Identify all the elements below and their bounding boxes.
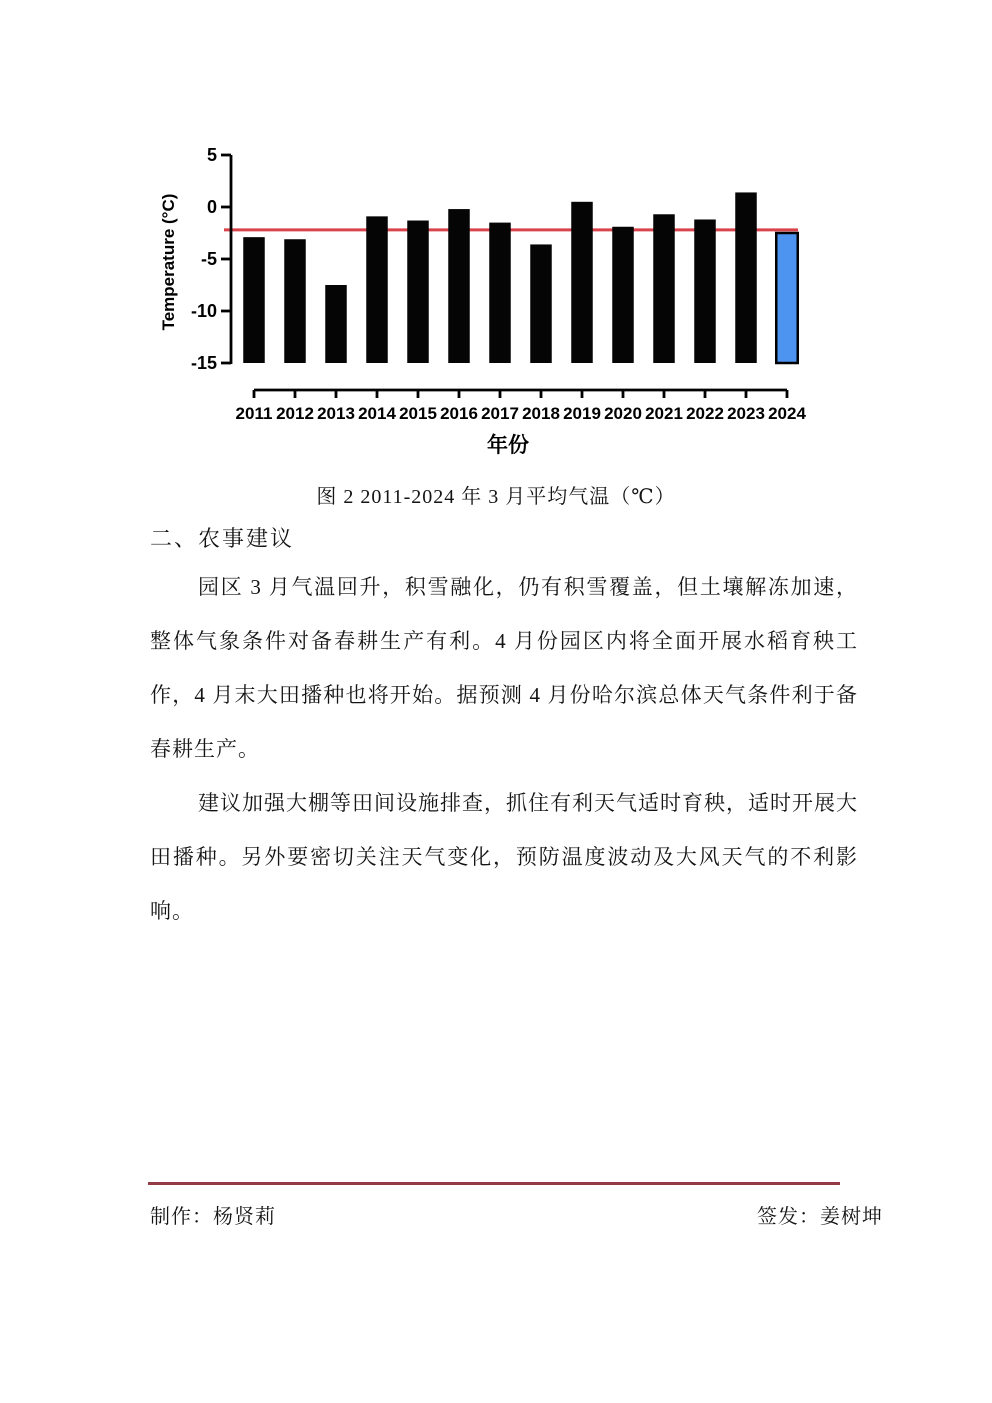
x-tick-label-2012: 2012 <box>276 404 314 423</box>
bar-2011 <box>243 237 265 363</box>
bar-2015 <box>407 221 429 363</box>
y-tick-label-0: 0 <box>206 197 217 217</box>
x-tick-label-2024: 2024 <box>768 404 806 423</box>
paragraph-advice-1: 园区 3 月气温回升，积雪融化，仍有积雪覆盖，但土壤解冻加速，整体气象条件对备春耕生产有利。4 月份园区内将全面开展水稻育秧工作，4 月末大田播种也将开始。据预测 4 月份哈尔滨总体天气条件利于备春耕生产。 <box>150 575 858 761</box>
y-tick-label--10: -10 <box>190 301 217 321</box>
y-axis-title: Temperature (°C) <box>159 193 178 331</box>
x-tick-label-2018: 2018 <box>522 404 560 423</box>
bar-2014 <box>366 216 388 363</box>
bar-2019 <box>571 202 593 363</box>
x-tick-label-2015: 2015 <box>399 404 437 423</box>
x-tick-label-2014: 2014 <box>358 404 396 423</box>
bar-2018 <box>530 244 552 363</box>
x-tick-label-2021: 2021 <box>645 404 683 423</box>
x-tick-label-2013: 2013 <box>317 404 355 423</box>
bar-2024 <box>776 233 798 363</box>
x-tick-label-2011: 2011 <box>235 404 273 423</box>
footer-row <box>150 1200 883 1229</box>
y-tick-label--15: -15 <box>190 353 217 373</box>
x-tick-label-2019: 2019 <box>563 404 601 423</box>
x-tick-label-2022: 2022 <box>686 404 724 423</box>
bar-2023 <box>735 192 757 363</box>
y-tick-label-5: 5 <box>206 145 217 165</box>
y-tick-label--5: -5 <box>200 249 217 269</box>
section-heading: 二、农事建议 <box>150 526 295 551</box>
bar-2022 <box>694 219 716 363</box>
bar-2012 <box>284 239 306 363</box>
bar-2021 <box>653 214 675 363</box>
x-axis-title: 年份 <box>487 434 529 457</box>
paragraph-advice-2: 建议加强大棚等田间设施排查，抓住有利天气适时育秧，适时开展大田播种。另外要密切关注天气变化，预防温度波动及大风天气的不利影响。 <box>150 791 858 923</box>
bar-2013 <box>325 285 347 363</box>
figure-caption: 图 2 2011-2024 年 3 月平均气温（℃） <box>316 486 676 508</box>
bar-2020 <box>612 227 634 363</box>
footer-producer: 制作：杨贤莉 <box>150 1206 276 1228</box>
x-tick-label-2023: 2023 <box>727 404 765 423</box>
x-tick-label-2020: 2020 <box>604 404 642 423</box>
temperature-bar-chart <box>140 138 840 468</box>
footer-issuer: 签发：姜树坤 <box>757 1206 883 1228</box>
footer-divider <box>148 1182 840 1185</box>
bar-2017 <box>489 223 511 363</box>
x-tick-label-2016: 2016 <box>440 404 478 423</box>
x-tick-label-2017: 2017 <box>481 404 519 423</box>
bar-2016 <box>448 209 470 363</box>
